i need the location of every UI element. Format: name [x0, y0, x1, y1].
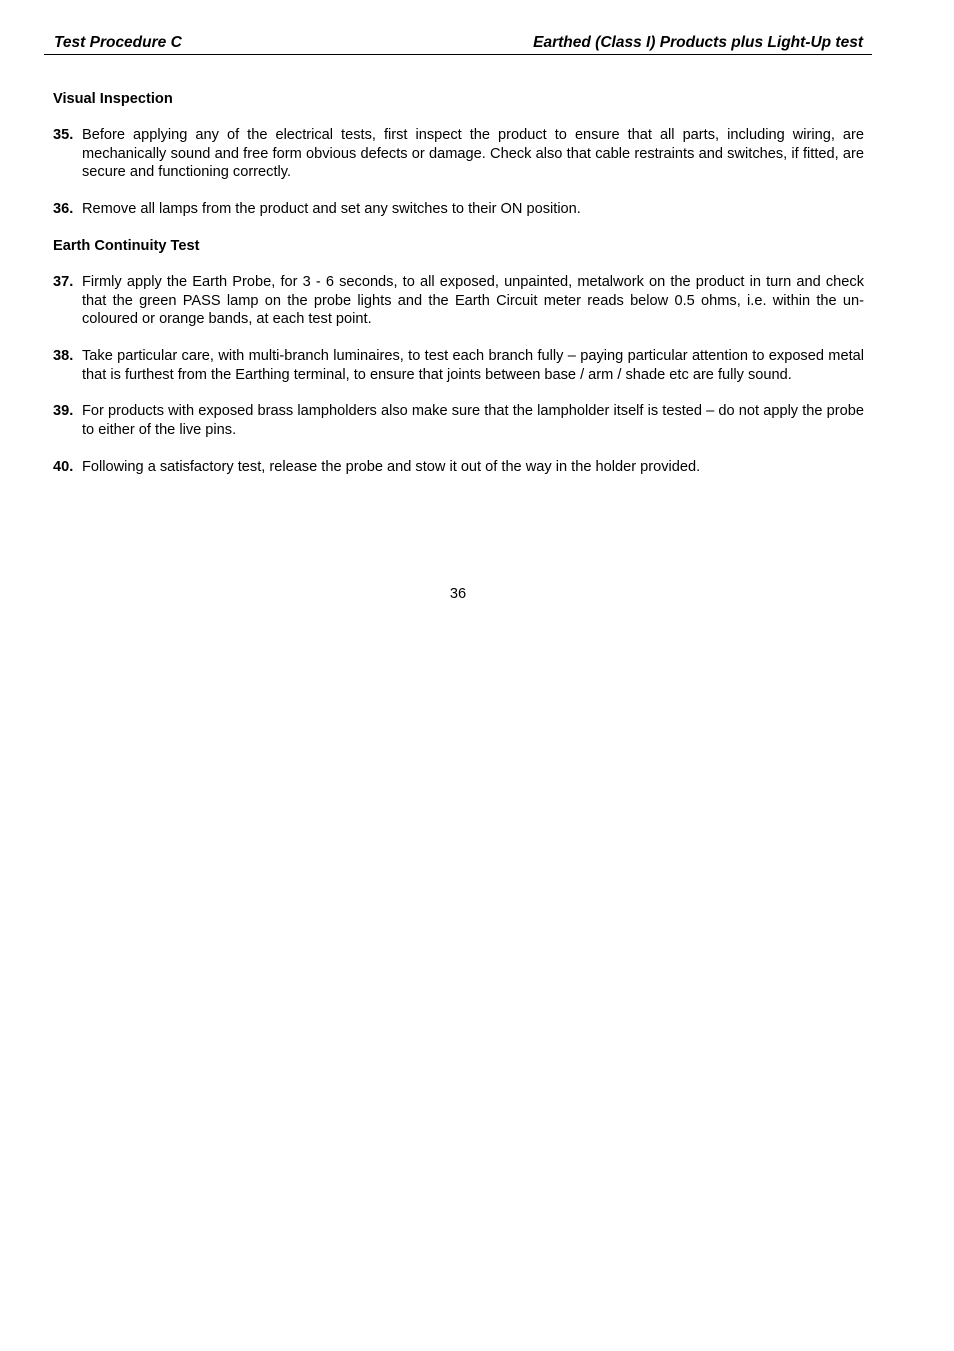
list-item	[53, 126, 864, 181]
section-heading-earth-continuity: Earth Continuity Test	[53, 238, 200, 255]
header-procedure-title: Test Procedure C	[54, 34, 182, 51]
item-number: 35.	[53, 127, 74, 144]
item-text: Remove all lamps from the product and set any switches to their ON position.	[82, 201, 581, 218]
document-body	[53, 90, 864, 495]
page-header	[44, 34, 872, 55]
item-text: Before applying any of the electrical tests, first inspect the product to ensure that all parts, including wiring, are mechanically sound and free form obvious defects or damage. Check also that cable restraints and switches, if fitted, are secure and functioning correctly.	[82, 127, 864, 181]
list-item	[53, 273, 864, 328]
list-item	[53, 458, 864, 476]
header-section-title: Earthed (Class I) Products plus Light-Up test	[533, 34, 863, 51]
list-item	[53, 402, 864, 439]
item-text: For products with exposed brass lampholders also make sure that the lampholder itself is tested – do not apply the probe to either of the live pins.	[82, 403, 864, 438]
item-number: 36.	[53, 201, 74, 218]
item-number: 40.	[53, 458, 74, 475]
item-text: Following a satisfactory test, release the probe and stow it out of the way in the holder provided.	[82, 458, 701, 475]
item-number: 38.	[53, 348, 74, 365]
item-number: 39.	[53, 403, 74, 420]
item-number: 37.	[53, 274, 74, 291]
item-text: Firmly apply the Earth Probe, for 3 - 6 seconds, to all exposed, unpainted, metalwork on the product in turn and check that the green PASS lamp on the probe lights and the Earth Circuit meter reads below 0.5 ohms, i.e. within the un-coloured or orange bands, at each test point.	[82, 274, 864, 328]
list-item	[53, 347, 864, 384]
list-item	[53, 200, 864, 218]
section-heading-visual-inspection: Visual Inspection	[53, 91, 173, 107]
item-text: Take particular care, with multi-branch luminaires, to test each branch fully – paying particular attention to exposed metal that is furthest from the Earthing terminal, to ensure that joints between base / arm / shade etc are fully sound.	[82, 348, 864, 383]
page-number: 36	[449, 586, 467, 602]
